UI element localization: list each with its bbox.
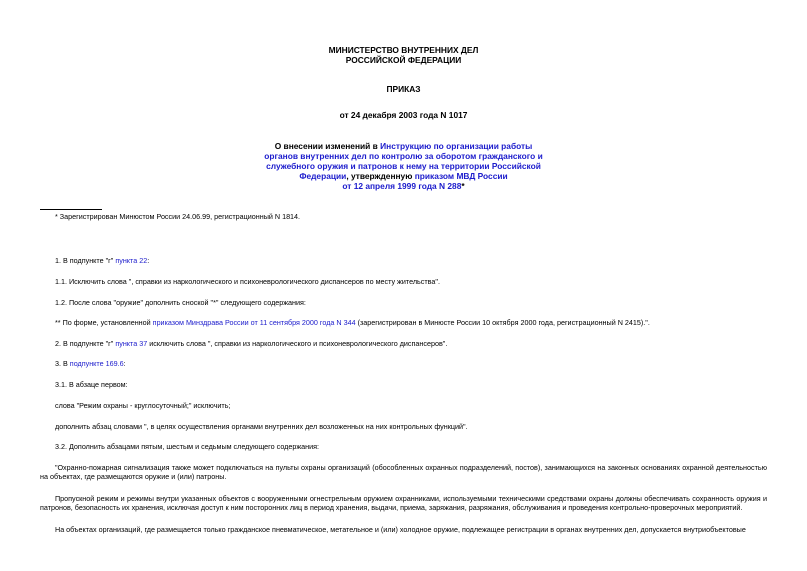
subpoint-169-6-link[interactable]: подпункте 169.6 <box>69 359 124 368</box>
paragraph-1-1: 1.1. Исключить слова ", справки из наркологического и психоневрологического диспансеров по месту жительства". <box>55 277 440 286</box>
doc-date-number: от 24 декабря 2003 года N 1017 <box>339 110 468 120</box>
ministry-line-1: МИНИСТЕРСТВО ВНУТРЕННИХ ДЕЛ <box>328 45 479 55</box>
paragraph-3: 3. В подпункте 169.6: <box>55 359 126 368</box>
instruction-link[interactable]: Инструкцию по организации работы <box>380 141 533 151</box>
paragraph-2: 2. В подпункте "г" пункта 37 исключить слова ", справки из наркологического и психоневрологического диспансеров". <box>55 339 448 348</box>
doc-type: ПРИКАЗ <box>386 84 421 94</box>
point-22-link[interactable]: пункта 22 <box>115 256 148 265</box>
ministry-line-2: РОССИЙСКОЙ ФЕДЕРАЦИИ <box>345 55 462 65</box>
paragraph-3-1: 3.1. В абзаце первом: <box>55 380 128 389</box>
paragraph-words-removed: слова "Режим охраны - круглосуточный;" исключить; <box>55 401 231 410</box>
order-288-link-cont[interactable]: от 12 апреля 1999 года N 288 <box>342 181 462 191</box>
paragraph-3-2: 3.2. Дополнить абзацами пятым, шестым и седьмым следующего содержания: <box>55 442 320 451</box>
title-mid: , утвержденную <box>346 171 415 181</box>
minzdrav-order-link[interactable]: приказом Минздрава России от 11 сентября 2000 года N 344 <box>152 318 356 327</box>
instruction-link-cont-2[interactable]: служебного оружия и патронов к нему на территории Российской <box>266 161 541 171</box>
point-37-link[interactable]: пункта 37 <box>115 339 148 348</box>
paragraph-alarm: "Охранно-пожарная сигнализация также может подключаться на пульты охраны организаций (обособленных охранных подразделений, постов), занимающихся на законных основаниях охранной деятельностью на объектах, где размещаются оружие и (или) патроны. <box>40 463 767 482</box>
ministry-header <box>0 45 807 65</box>
instruction-link-cont-3[interactable]: Федерации <box>299 171 347 181</box>
paragraph-1-2: 1.2. После слова "оружие" дополнить сноской "*" следующего содержания: <box>55 298 306 307</box>
order-288-link[interactable]: приказом МВД России <box>414 171 508 181</box>
footnote-mark: * <box>461 181 465 191</box>
footnote: * Зарегистрирован Минюстом России 24.06.99, регистрационный N 1814. <box>55 212 301 221</box>
paragraph-1: 1. В подпункте "г" пункта 22: <box>55 256 150 265</box>
paragraph-supplement: дополнить абзац словами ", в целях осуществления органами внутренних дел возложенных на них контрольных функций". <box>55 422 468 431</box>
footnote-divider <box>40 209 102 210</box>
doc-title <box>0 141 807 191</box>
paragraph-footnote-text: ** По форме, установленной приказом Минздрава России от 11 сентября 2000 года N 344 (зарегистрирован в Минюсте России 10 октября 2000 года, регистрационный N 2415).". <box>55 318 650 327</box>
paragraph-access-regime: Пропускной режим и режимы внутри указанных объектов с вооруженными огнестрельным оружием охранниками, используемыми техническими средствами охраны должны обеспечивать сохранность оружия и патронов, безопасность их хранения, исключая доступ к ним посторонних лиц в период хранения, выдачи, приема, заряжания, разряжания, обслуживания и проведения контрольно-проверочных мероприятий. <box>40 494 767 513</box>
instruction-link-cont-1[interactable]: органов внутренних дел по контролю за оборотом гражданского и <box>264 151 543 161</box>
title-prefix: О внесении изменений в <box>274 141 381 151</box>
paragraph-pneumatic: На объектах организаций, где размещается только гражданское пневматическое, метательное и (или) холодное оружие, подлежащее регистрации в органах внутренних дел, допускается внутриобъектовые <box>55 525 746 534</box>
